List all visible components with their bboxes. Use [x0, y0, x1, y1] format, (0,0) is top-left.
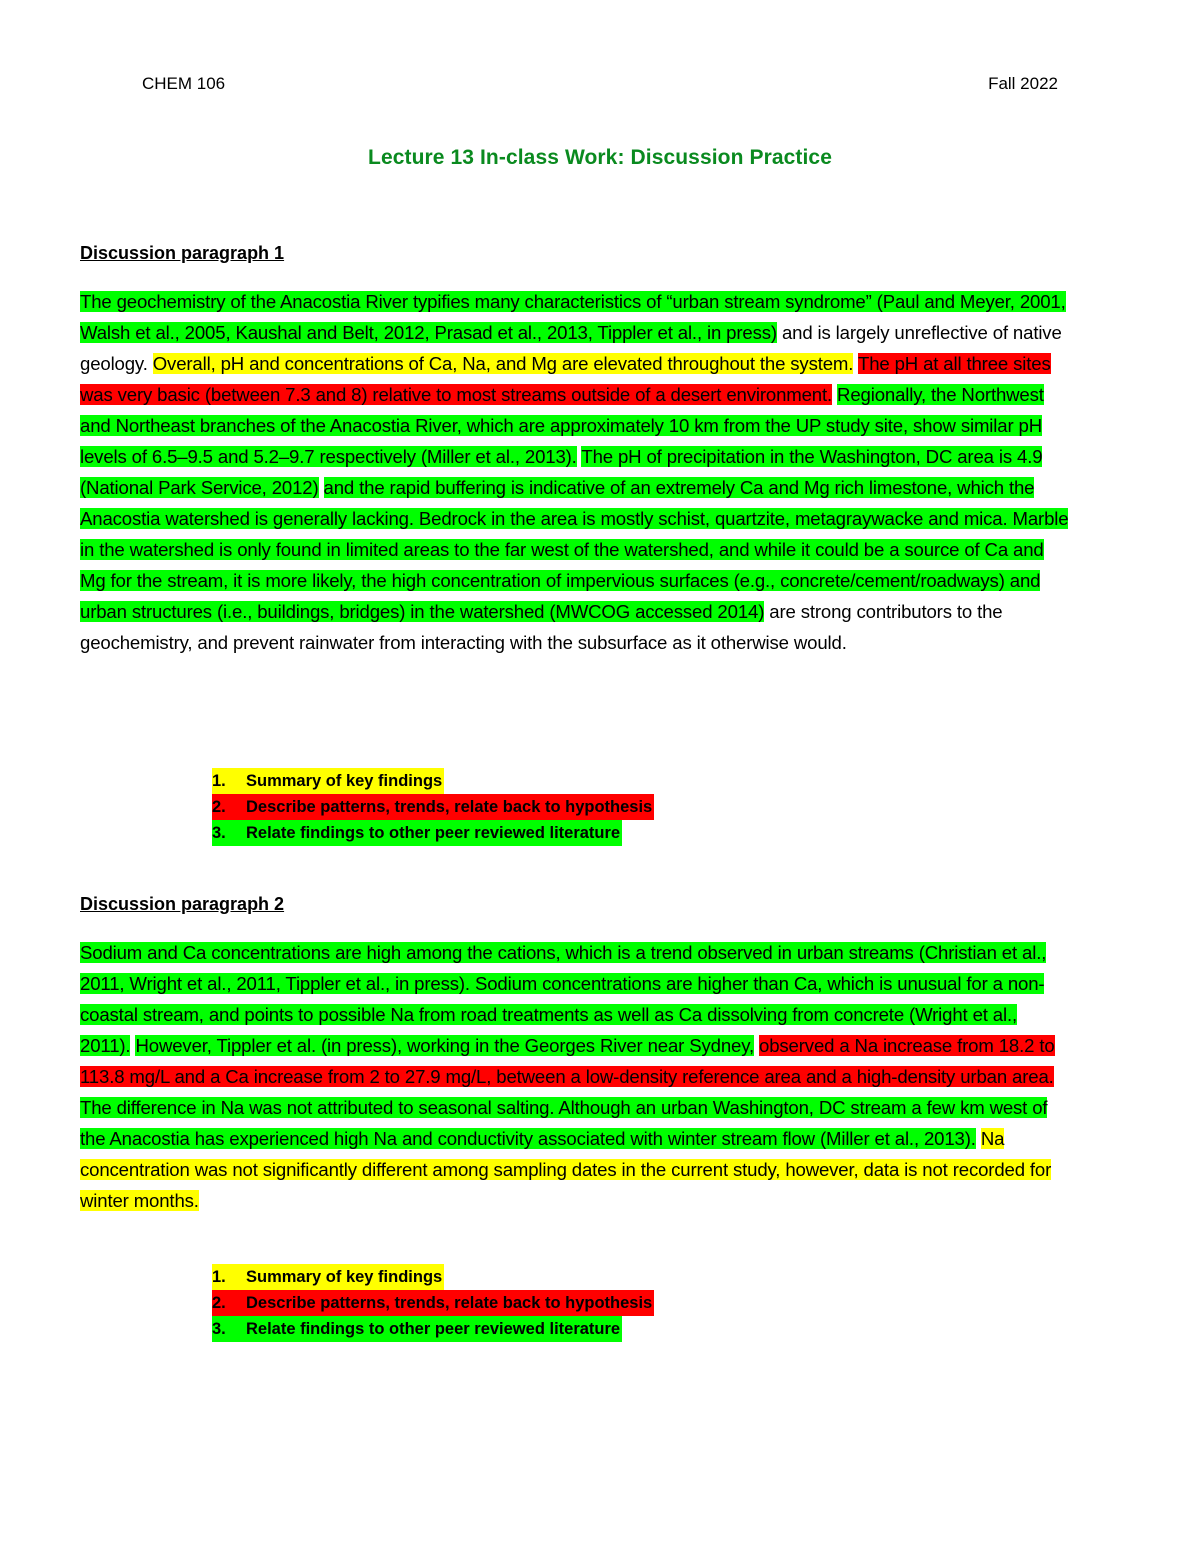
paragraph-segment-green: The difference in Na was not attributed to seasonal salting. Although an urban Washington, DC stream a few km west of the Anacostia has experienced high Na and conductivity associated with winter stream flow (Miller et al., 2013).	[80, 1097, 1048, 1149]
legend-highlight-green	[212, 820, 622, 846]
legend-highlight-red	[212, 794, 654, 820]
section-heading-2: Discussion paragraph 2	[80, 894, 285, 914]
page-title: Lecture 13 In-class Work: Discussion Practice	[368, 146, 832, 169]
paragraph-segment-green: However, Tippler et al. (in press), working in the Georges River near Sydney,	[135, 1035, 754, 1056]
discussion-paragraph-1	[80, 286, 1070, 658]
legend-highlight-red	[212, 1290, 654, 1316]
legend-list-1	[212, 768, 654, 846]
legend-label: Describe patterns, trends, relate back to hypothesis	[246, 1294, 653, 1312]
legend-label: Describe patterns, trends, relate back to hypothesis	[246, 798, 653, 816]
paragraph-segment-red: observed a Na increase from 18.2 to 113.8 mg/L and a Ca increase from 2 to 27.9 mg/L, between a low-density reference area and a high-density urban area.	[80, 1035, 1055, 1087]
section-heading-1: Discussion paragraph 1	[80, 243, 285, 263]
discussion-paragraph-2	[80, 937, 1070, 1216]
paragraph-segment-none: and is largely unreflective of native geology.	[80, 322, 1062, 374]
paragraph-segment-green: Sodium and Ca concentrations are high among the cations, which is a trend observed in urban streams (Christian et al., 2011, Wright et al., 2011, Tippler et al., in press). Sodium concentrations are higher than Ca, which is unusual for a non-coastal stream, and points to possible Na from road treatments as well as Ca dissolving from concrete (Wright et al., 2011).	[80, 942, 1047, 1056]
legend-item	[212, 794, 654, 820]
legend-highlight-yellow	[212, 768, 444, 794]
legend-number: 2.	[212, 1294, 226, 1312]
legend-highlight-green	[212, 1316, 622, 1342]
paragraph-segment-yellow: Na concentration was not significantly different among sampling dates in the current study, however, data is not recorded for winter months.	[80, 1128, 1052, 1211]
legend-item	[212, 1316, 654, 1342]
legend-list-2	[212, 1264, 654, 1342]
legend-number: 1.	[212, 1268, 226, 1286]
paragraph-segment-green: and the rapid buffering is indicative of an extremely Ca and Mg rich limestone, which the Anacostia watershed is generally lacking. Bedrock in the area is mostly schist, quartzite, metagraywacke and mica. Marble in the watershed is only found in limited areas to the far west of the watershed, and while it could be a source of Ca and Mg for the stream, it is more likely, the high concentration of impervious surfaces (e.g., concrete/cement/roadways) and urban structures (i.e., buildings, bridges) in the watershed (MWCOG accessed 2014)	[80, 477, 1069, 622]
legend-item	[212, 820, 654, 846]
paragraph-segment-none	[319, 477, 324, 498]
legend-label: Relate findings to other peer reviewed literature	[246, 824, 621, 842]
legend-item	[212, 768, 654, 794]
legend-item	[212, 1290, 654, 1316]
paragraph-segment-yellow: Overall, pH and concentrations of Ca, Na, and Mg are elevated throughout the system.	[152, 353, 854, 374]
paragraph-segment-green: Regionally, the Northwest and Northeast branches of the Anacostia River, which are approximately 10 km from the UP study site, show similar pH levels of 6.5–9.5 and 5.2–9.7 respectively (Miller et al., 2013).	[80, 384, 1044, 467]
legend-label: Relate findings to other peer reviewed literature	[246, 1320, 621, 1338]
course-label: CHEM 106	[142, 74, 226, 93]
legend-label: Summary of key findings	[246, 772, 443, 790]
legend-number: 1.	[212, 772, 226, 790]
legend-number: 3.	[212, 824, 226, 842]
legend-label: Summary of key findings	[246, 1268, 443, 1286]
legend-number: 3.	[212, 1320, 226, 1338]
legend-number: 2.	[212, 798, 226, 816]
term-label: Fall 2022	[988, 74, 1058, 93]
paragraph-segment-green: The geochemistry of the Anacostia River typifies many characteristics of “urban stream syndrome” (Paul and Meyer, 2001, Walsh et al., 2005, Kaushal and Belt, 2012, Prasad et al., 2013, Tippler et al., in press)	[80, 291, 1066, 343]
paragraph-segment-red: The pH at all three sites was very basic (between 7.3 and 8) relative to most streams outside of a desert environment.	[80, 353, 1051, 405]
page-header	[142, 74, 1058, 98]
legend-item	[212, 1264, 654, 1290]
legend-highlight-yellow	[212, 1264, 444, 1290]
paragraph-segment-green: The pH of precipitation in the Washington, DC area is 4.9 (National Park Service, 2012)	[80, 446, 1043, 498]
paragraph-segment-none: are strong contributors to the geochemistry, and prevent rainwater from interacting with the subsurface as it otherwise would.	[80, 601, 1003, 653]
